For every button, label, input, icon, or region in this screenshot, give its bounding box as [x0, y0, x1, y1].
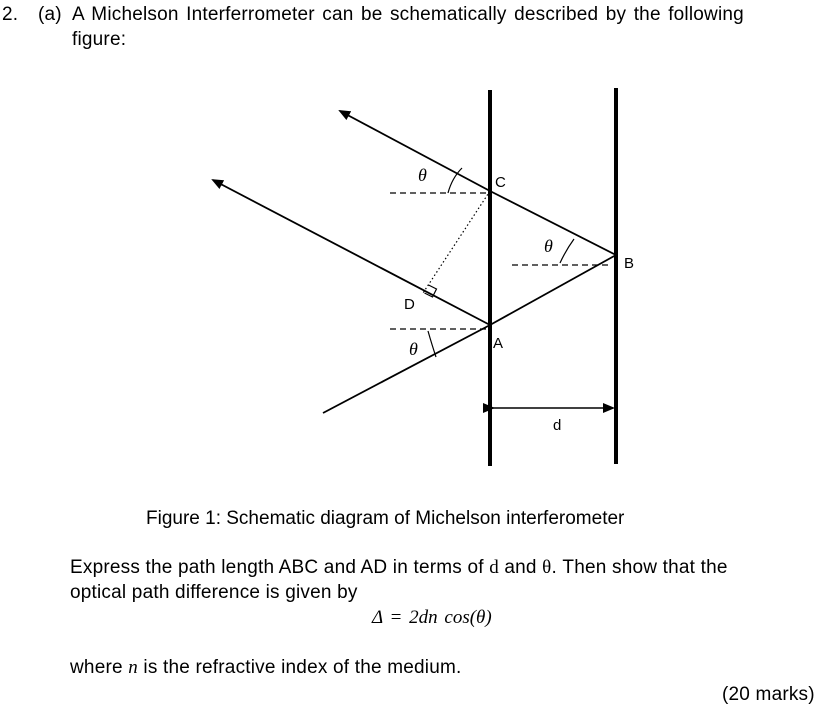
- point-label-d: D: [404, 296, 415, 313]
- task-line1-b: . Then show that the: [551, 557, 728, 578]
- outgoing-ray-c: [340, 111, 490, 191]
- angle-arc-a: [428, 331, 436, 357]
- question-intro-line2: figure:: [72, 29, 127, 50]
- task-var-theta: θ: [542, 557, 552, 578]
- point-label-c: C: [495, 174, 506, 191]
- task-var-d: d: [489, 557, 499, 578]
- var-n: n: [128, 657, 138, 678]
- ray-b-to-c: [490, 191, 616, 255]
- theta-label-a: θ: [409, 339, 418, 359]
- where-a: where: [70, 657, 129, 678]
- equation: Δ = 2dn cos(θ): [372, 607, 492, 628]
- reflected-ray-a: [213, 180, 490, 325]
- task-line1-and: and: [498, 557, 543, 578]
- question-number: 2.: [2, 4, 19, 25]
- incident-ray: [323, 325, 490, 413]
- theta-label-c: θ: [418, 165, 427, 185]
- marks: (20 marks): [722, 684, 815, 705]
- figure-caption: Figure 1: Schematic diagram of Michelson interferometer: [146, 508, 625, 529]
- question-intro-line1: A Michelson Interferrometer can be schematically described by the following: [72, 4, 744, 25]
- task-line1: [70, 557, 728, 579]
- point-label-b: B: [624, 255, 635, 272]
- dotted-line-cd: [423, 191, 490, 293]
- task-line2: optical path difference is given by: [70, 582, 358, 603]
- point-label-a: A: [493, 335, 504, 352]
- angle-arc-b: [560, 239, 574, 263]
- where-line: [70, 657, 462, 679]
- task-line1-a: Express the path length ABC and AD in terms of: [70, 557, 490, 578]
- where-b: is the refractive index of the medium.: [137, 657, 462, 678]
- theta-label-b: θ: [544, 236, 553, 256]
- dimension-label-d: d: [553, 417, 562, 434]
- question-part: (a): [38, 4, 62, 25]
